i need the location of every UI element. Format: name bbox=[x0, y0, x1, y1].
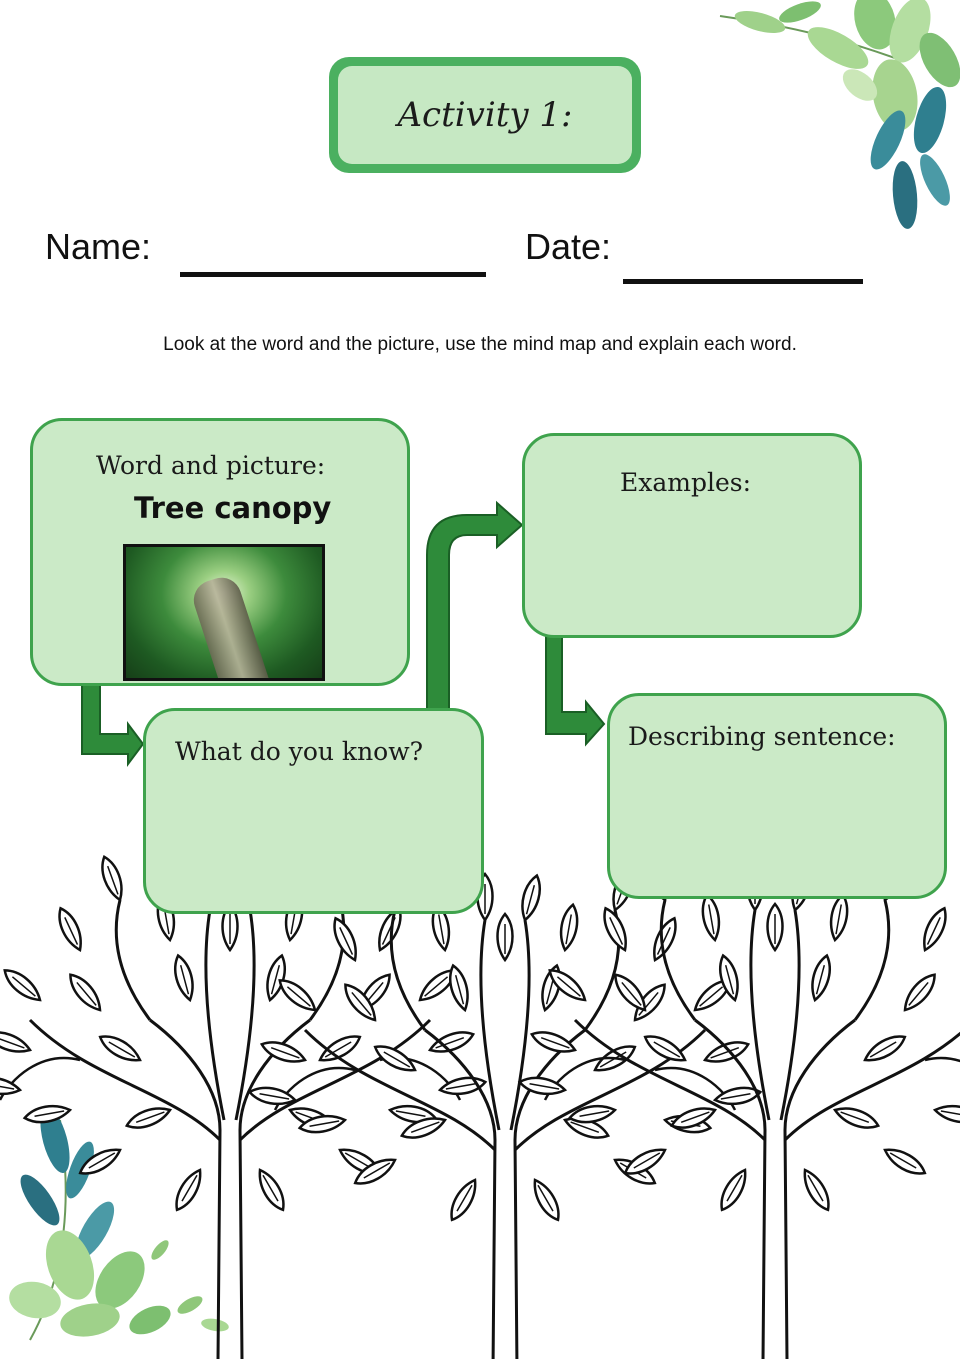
name-label: Name: bbox=[45, 226, 152, 267]
examples-label: Examples: bbox=[620, 468, 752, 497]
word-picture-label: Word and picture: bbox=[96, 451, 326, 480]
describing-sentence-card[interactable] bbox=[607, 693, 947, 899]
what-do-you-know-label: What do you know? bbox=[175, 737, 424, 766]
date-label: Date: bbox=[525, 226, 612, 267]
page-title: Activity 1: bbox=[338, 66, 632, 164]
target-word: Tree canopy bbox=[134, 491, 332, 525]
what-do-you-know-card[interactable] bbox=[143, 708, 484, 914]
word-picture-card bbox=[30, 418, 410, 686]
tree-canopy-photo bbox=[123, 544, 325, 681]
describing-sentence-label: Describing sentence: bbox=[628, 722, 896, 751]
examples-card[interactable] bbox=[522, 433, 862, 638]
instructions-text: Look at the word and the picture, use the mind map and explain each word. bbox=[163, 334, 797, 355]
